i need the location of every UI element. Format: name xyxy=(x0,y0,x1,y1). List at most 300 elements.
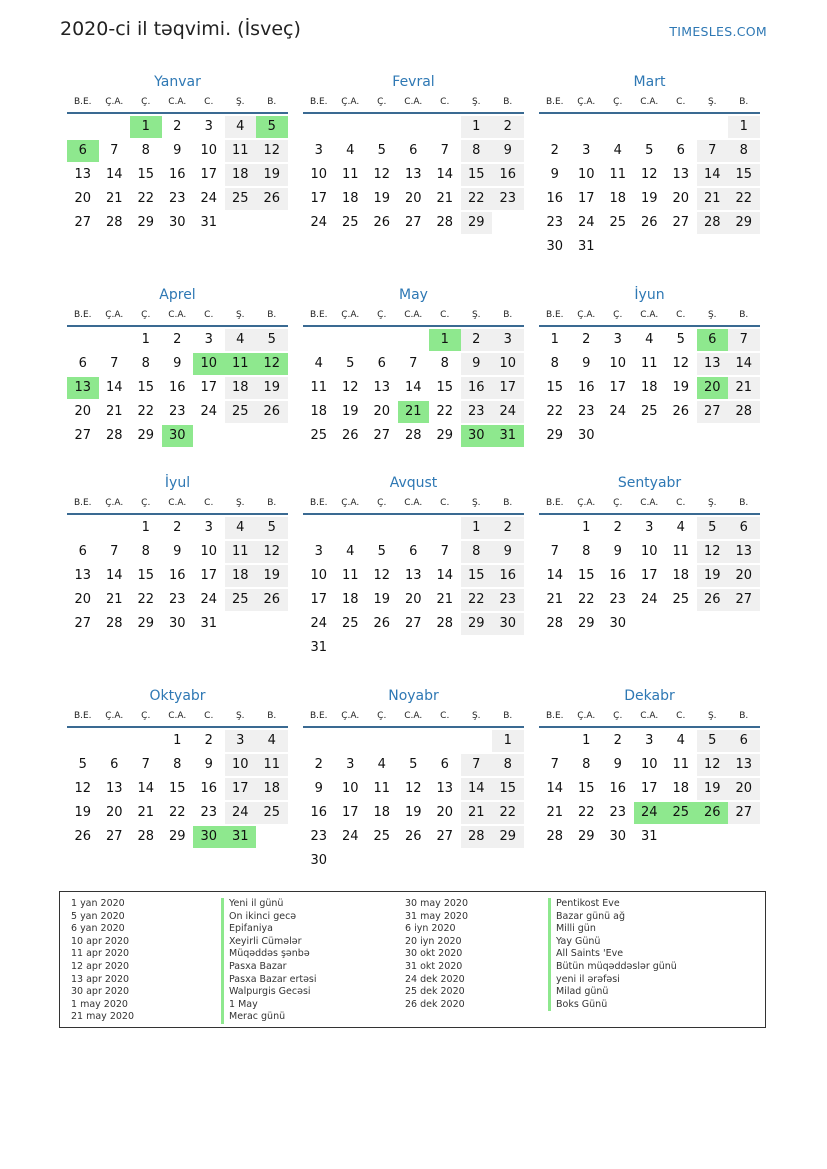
day-cell: 30 xyxy=(310,853,328,868)
day-cell: 27 xyxy=(404,616,422,631)
day-cell: 3 xyxy=(582,143,591,158)
day-cell: 30 xyxy=(609,616,627,631)
holiday-day-cell: 12 xyxy=(256,353,288,375)
day-cell: 16 xyxy=(577,380,595,395)
day-cell: 24 xyxy=(577,215,595,230)
day-cell: 12 xyxy=(74,781,92,796)
empty-cell xyxy=(634,116,666,138)
day-cell: 4 xyxy=(346,143,355,158)
weekday-header xyxy=(67,706,288,726)
day-cell: 16 xyxy=(310,805,328,820)
day-cell: 9 xyxy=(173,356,182,371)
weekday-label: Ş. xyxy=(235,498,245,508)
legend-dates-col-1 xyxy=(71,898,134,1024)
month-block xyxy=(539,686,760,849)
day-cell: 13 xyxy=(404,568,422,583)
day-cell: 3 xyxy=(314,143,323,158)
legend-holiday-name: Müqəddəs şənbə xyxy=(221,948,317,961)
day-cell: 7 xyxy=(728,329,760,351)
day-cell: 5 xyxy=(697,517,729,539)
day-cell: 25 xyxy=(640,404,658,419)
legend-date: 11 apr 2020 xyxy=(71,948,130,960)
day-cell: 12 xyxy=(697,754,729,776)
month-block xyxy=(67,473,288,636)
day-cell: 27 xyxy=(436,829,454,844)
day-cell: 11 xyxy=(640,356,658,371)
weekday-header xyxy=(67,305,288,325)
weekday-label: B.E. xyxy=(545,97,564,107)
day-cell: 11 xyxy=(672,544,690,559)
day-cell: 23 xyxy=(168,404,186,419)
day-cell: 15 xyxy=(168,781,186,796)
weekday-label: B. xyxy=(739,711,749,721)
day-cell: 2 xyxy=(173,332,182,347)
day-cell: 1 xyxy=(582,520,591,535)
legend-holiday-name: Pentikost Eve xyxy=(548,898,677,911)
holiday-day-cell: 1 xyxy=(130,116,162,138)
day-cell: 31 xyxy=(200,616,218,631)
day-cell: 19 xyxy=(640,191,658,206)
day-cell: 4 xyxy=(256,730,288,752)
day-cell: 6 xyxy=(78,356,87,371)
day-cell: 10 xyxy=(640,757,658,772)
day-cell: 3 xyxy=(613,332,622,347)
day-cell: 17 xyxy=(225,778,257,800)
day-cell: 24 xyxy=(200,191,218,206)
day-cell: 17 xyxy=(310,191,328,206)
weekday-label: C.A. xyxy=(404,711,423,721)
day-cell: 14 xyxy=(105,380,123,395)
day-cell: 6 xyxy=(110,757,119,772)
day-cell: 13 xyxy=(728,754,760,776)
day-cell: 29 xyxy=(137,428,155,443)
weekday-label: C. xyxy=(676,498,686,508)
empty-cell xyxy=(303,116,335,138)
day-cell: 20 xyxy=(74,191,92,206)
day-cell: 27 xyxy=(74,428,92,443)
weekday-header xyxy=(539,305,760,325)
day-cell: 28 xyxy=(404,428,422,443)
weekday-label: B.E. xyxy=(309,498,328,508)
day-cell: 24 xyxy=(640,592,658,607)
day-cell: 18 xyxy=(672,781,690,796)
day-cell: 28 xyxy=(137,829,155,844)
holiday-day-cell: 1 xyxy=(429,329,461,351)
day-cell: 10 xyxy=(200,544,218,559)
day-cell: 13 xyxy=(373,380,391,395)
day-cell: 18 xyxy=(373,805,391,820)
legend-holiday-name: Milli gün xyxy=(548,923,677,936)
day-cell: 15 xyxy=(546,380,564,395)
day-cell: 26 xyxy=(256,589,288,611)
day-cell: 29 xyxy=(436,428,454,443)
weekday-label: Ş. xyxy=(707,97,717,107)
weekday-label: Ç.A. xyxy=(341,498,360,508)
day-cell: 3 xyxy=(225,730,257,752)
empty-cell xyxy=(67,116,99,138)
weekday-label: Ç.A. xyxy=(577,97,596,107)
month-block xyxy=(67,72,288,235)
day-cell: 23 xyxy=(168,191,186,206)
holiday-day-cell: 30 xyxy=(193,826,225,848)
month-block xyxy=(303,686,524,873)
empty-cell xyxy=(335,517,367,539)
legend-date: 31 may 2020 xyxy=(405,910,469,922)
day-cell: 1 xyxy=(492,730,524,752)
day-cell: 20 xyxy=(728,565,760,587)
weekday-label: B. xyxy=(503,310,513,320)
weekday-label: Ş. xyxy=(707,310,717,320)
month-name: Noyabr xyxy=(388,688,439,704)
day-cell: 7 xyxy=(110,356,119,371)
day-grid xyxy=(539,115,760,259)
weekday-label: Ç. xyxy=(613,310,623,320)
day-cell: 18 xyxy=(225,164,257,186)
weekday-label: B. xyxy=(739,310,749,320)
empty-cell xyxy=(67,730,99,752)
empty-cell xyxy=(99,329,131,351)
weekday-label: Ç.A. xyxy=(341,97,360,107)
day-cell: 4 xyxy=(225,116,257,138)
day-cell: 10 xyxy=(492,353,524,375)
day-cell: 28 xyxy=(105,616,123,631)
weekday-label: B. xyxy=(503,97,513,107)
day-cell: 21 xyxy=(436,592,454,607)
day-cell: 28 xyxy=(105,428,123,443)
header-rule xyxy=(67,513,288,515)
legend-date: 13 apr 2020 xyxy=(71,973,130,985)
day-cell: 11 xyxy=(672,757,690,772)
day-cell: 1 xyxy=(461,116,493,138)
day-cell: 10 xyxy=(577,167,595,182)
day-cell: 3 xyxy=(645,733,654,748)
brand-link[interactable]: TIMESLES.COM xyxy=(669,24,767,39)
empty-cell xyxy=(429,730,461,752)
holiday-legend xyxy=(59,891,766,1028)
day-cell: 15 xyxy=(728,164,760,186)
day-cell: 10 xyxy=(609,356,627,371)
empty-cell xyxy=(429,116,461,138)
weekday-label: C.A. xyxy=(168,711,187,721)
day-cell: 17 xyxy=(341,805,359,820)
day-cell: 29 xyxy=(461,613,493,635)
weekday-label: C. xyxy=(676,97,686,107)
holiday-day-cell: 6 xyxy=(67,140,99,162)
month-name: Dekabr xyxy=(624,688,675,704)
day-cell: 11 xyxy=(373,781,391,796)
day-cell: 30 xyxy=(168,215,186,230)
weekday-label: Ş. xyxy=(471,97,481,107)
day-cell: 18 xyxy=(640,380,658,395)
day-cell: 22 xyxy=(492,802,524,824)
weekday-label: Ç. xyxy=(613,97,623,107)
weekday-label: Ş. xyxy=(471,310,481,320)
weekday-label: C. xyxy=(204,310,214,320)
day-cell: 19 xyxy=(341,404,359,419)
month-block xyxy=(67,686,288,849)
day-cell: 2 xyxy=(613,520,622,535)
day-cell: 8 xyxy=(440,356,449,371)
day-grid xyxy=(303,115,524,235)
weekday-label: Ş. xyxy=(707,711,717,721)
day-cell: 13 xyxy=(728,541,760,563)
day-cell: 21 xyxy=(105,404,123,419)
day-cell: 9 xyxy=(582,356,591,371)
day-cell: 10 xyxy=(310,568,328,583)
weekday-label: B. xyxy=(267,498,277,508)
day-cell: 4 xyxy=(613,143,622,158)
legend-date: 20 iyn 2020 xyxy=(405,935,462,947)
weekday-label: C. xyxy=(440,97,450,107)
day-grid xyxy=(539,328,760,448)
day-cell: 7 xyxy=(440,143,449,158)
day-cell: 27 xyxy=(373,428,391,443)
holiday-day-cell: 30 xyxy=(461,425,493,447)
day-cell: 16 xyxy=(492,164,524,186)
day-cell: 12 xyxy=(640,167,658,182)
day-grid xyxy=(539,729,760,849)
holiday-day-cell: 31 xyxy=(492,425,524,447)
day-cell: 27 xyxy=(74,215,92,230)
day-cell: 5 xyxy=(676,332,685,347)
month-block xyxy=(539,285,760,448)
month-name: May xyxy=(399,287,428,303)
empty-cell xyxy=(366,116,398,138)
holiday-day-cell: 25 xyxy=(665,802,697,824)
day-cell: 13 xyxy=(672,167,690,182)
day-cell: 12 xyxy=(256,140,288,162)
day-grid xyxy=(67,516,288,636)
day-cell: 11 xyxy=(341,568,359,583)
day-cell: 8 xyxy=(492,754,524,776)
day-cell: 29 xyxy=(546,428,564,443)
day-cell: 18 xyxy=(609,191,627,206)
day-cell: 22 xyxy=(137,592,155,607)
day-cell: 26 xyxy=(640,215,658,230)
day-cell: 16 xyxy=(461,377,493,399)
day-cell: 6 xyxy=(676,143,685,158)
legend-date: 12 apr 2020 xyxy=(71,960,130,972)
day-cell: 13 xyxy=(105,781,123,796)
legend-names-col-1 xyxy=(221,898,317,1024)
day-cell: 23 xyxy=(609,805,627,820)
day-cell: 14 xyxy=(404,380,422,395)
day-cell: 20 xyxy=(404,592,422,607)
day-cell: 17 xyxy=(310,592,328,607)
day-cell: 13 xyxy=(404,167,422,182)
day-cell: 7 xyxy=(697,140,729,162)
month-name: Aprel xyxy=(159,287,196,303)
day-grid xyxy=(67,729,288,849)
day-cell: 8 xyxy=(141,356,150,371)
empty-cell xyxy=(665,116,697,138)
day-cell: 1 xyxy=(173,733,182,748)
day-cell: 3 xyxy=(346,757,355,772)
day-cell: 5 xyxy=(346,356,355,371)
day-cell: 10 xyxy=(200,143,218,158)
header-rule xyxy=(67,726,288,728)
day-cell: 17 xyxy=(609,380,627,395)
empty-cell xyxy=(398,116,430,138)
weekday-label: C.A. xyxy=(640,310,659,320)
day-cell: 23 xyxy=(461,401,493,423)
day-cell: 5 xyxy=(697,730,729,752)
weekday-label: Ç.A. xyxy=(577,498,596,508)
day-cell: 11 xyxy=(609,167,627,182)
day-cell: 21 xyxy=(461,802,493,824)
day-cell: 27 xyxy=(105,829,123,844)
day-cell: 28 xyxy=(461,826,493,848)
day-cell: 17 xyxy=(200,167,218,182)
day-cell: 14 xyxy=(461,778,493,800)
day-cell: 1 xyxy=(141,520,150,535)
day-cell: 7 xyxy=(409,356,418,371)
day-cell: 7 xyxy=(461,754,493,776)
day-cell: 30 xyxy=(577,428,595,443)
weekday-label: Ç.A. xyxy=(105,711,124,721)
weekday-label: B.E. xyxy=(545,310,564,320)
weekday-label: Ç. xyxy=(377,310,387,320)
day-cell: 17 xyxy=(577,191,595,206)
day-cell: 7 xyxy=(110,544,119,559)
day-cell: 13 xyxy=(74,568,92,583)
legend-holiday-name: Pasxa Bazar xyxy=(221,961,317,974)
day-cell: 28 xyxy=(436,616,454,631)
day-cell: 8 xyxy=(461,541,493,563)
day-cell: 8 xyxy=(582,544,591,559)
day-cell: 21 xyxy=(436,191,454,206)
weekday-label: B.E. xyxy=(73,711,92,721)
month-name: Fevral xyxy=(392,74,435,90)
month-name: Avqust xyxy=(389,475,438,491)
empty-cell xyxy=(67,517,99,539)
empty-cell xyxy=(130,730,162,752)
day-cell: 17 xyxy=(200,380,218,395)
legend-holiday-name: Merac günü xyxy=(221,1011,317,1024)
legend-date: 6 yan 2020 xyxy=(71,923,125,935)
day-cell: 22 xyxy=(577,805,595,820)
weekday-header xyxy=(539,493,760,513)
day-cell: 23 xyxy=(546,215,564,230)
legend-date: 31 okt 2020 xyxy=(405,960,463,972)
day-cell: 10 xyxy=(640,544,658,559)
weekday-label: B.E. xyxy=(545,711,564,721)
day-cell: 21 xyxy=(546,805,564,820)
holiday-day-cell: 21 xyxy=(398,401,430,423)
legend-holiday-name: Epifaniya xyxy=(221,923,317,936)
holiday-day-cell: 5 xyxy=(256,116,288,138)
day-cell: 24 xyxy=(341,829,359,844)
weekday-label: C. xyxy=(440,310,450,320)
holiday-day-cell: 26 xyxy=(697,802,729,824)
day-cell: 14 xyxy=(697,164,729,186)
day-cell: 27 xyxy=(728,802,760,824)
day-cell: 15 xyxy=(137,568,155,583)
day-cell: 5 xyxy=(78,757,87,772)
day-cell: 1 xyxy=(728,116,760,138)
day-cell: 8 xyxy=(461,140,493,162)
day-cell: 25 xyxy=(225,401,257,423)
legend-date: 1 may 2020 xyxy=(71,998,128,1010)
weekday-label: Ş. xyxy=(235,711,245,721)
day-grid xyxy=(67,328,288,448)
day-cell: 6 xyxy=(409,544,418,559)
day-cell: 30 xyxy=(168,616,186,631)
page-title: 2020-ci il təqvimi. (İsveç) xyxy=(60,18,301,40)
header-rule xyxy=(67,112,288,114)
day-cell: 12 xyxy=(404,781,422,796)
day-cell: 26 xyxy=(373,215,391,230)
day-cell: 14 xyxy=(105,167,123,182)
empty-cell xyxy=(335,116,367,138)
day-cell: 4 xyxy=(225,329,257,351)
weekday-header xyxy=(67,493,288,513)
weekday-label: Ç. xyxy=(613,711,623,721)
day-cell: 2 xyxy=(204,733,213,748)
weekday-label: Ş. xyxy=(235,310,245,320)
day-cell: 14 xyxy=(546,568,564,583)
month-name: Sentyabr xyxy=(617,475,682,491)
legend-holiday-name: yeni il ərəfəsi xyxy=(548,974,677,987)
day-cell: 10 xyxy=(310,167,328,182)
weekday-label: Ç. xyxy=(141,498,151,508)
day-cell: 3 xyxy=(204,332,213,347)
legend-holiday-name: Bazar günü ağ xyxy=(548,911,677,924)
weekday-label: B. xyxy=(503,498,513,508)
day-cell: 18 xyxy=(256,778,288,800)
day-cell: 25 xyxy=(256,802,288,824)
day-cell: 29 xyxy=(137,215,155,230)
day-cell: 25 xyxy=(672,592,690,607)
day-cell: 5 xyxy=(377,544,386,559)
day-cell: 27 xyxy=(728,589,760,611)
day-cell: 22 xyxy=(577,592,595,607)
weekday-label: Ç. xyxy=(613,498,623,508)
weekday-label: B.E. xyxy=(309,711,328,721)
day-cell: 29 xyxy=(168,829,186,844)
day-cell: 19 xyxy=(404,805,422,820)
day-cell: 19 xyxy=(256,377,288,399)
weekday-label: Ç.A. xyxy=(105,97,124,107)
day-cell: 16 xyxy=(546,191,564,206)
weekday-header xyxy=(303,92,524,112)
day-cell: 14 xyxy=(728,353,760,375)
day-cell: 4 xyxy=(377,757,386,772)
day-cell: 6 xyxy=(728,730,760,752)
day-cell: 19 xyxy=(256,164,288,186)
day-cell: 27 xyxy=(697,401,729,423)
month-name: Oktyabr xyxy=(149,688,206,704)
day-cell: 28 xyxy=(436,215,454,230)
day-cell: 9 xyxy=(314,781,323,796)
day-cell: 22 xyxy=(137,191,155,206)
day-cell: 4 xyxy=(225,517,257,539)
day-cell: 16 xyxy=(609,781,627,796)
day-cell: 19 xyxy=(373,191,391,206)
day-cell: 17 xyxy=(640,781,658,796)
day-cell: 20 xyxy=(404,191,422,206)
day-cell: 6 xyxy=(377,356,386,371)
day-cell: 20 xyxy=(74,404,92,419)
weekday-label: B. xyxy=(267,310,277,320)
weekday-label: B. xyxy=(267,97,277,107)
day-cell: 26 xyxy=(256,401,288,423)
weekday-label: B.E. xyxy=(545,498,564,508)
day-cell: 8 xyxy=(582,757,591,772)
day-cell: 19 xyxy=(697,565,729,587)
legend-holiday-name: All Saints 'Eve xyxy=(548,948,677,961)
weekday-label: B. xyxy=(267,711,277,721)
